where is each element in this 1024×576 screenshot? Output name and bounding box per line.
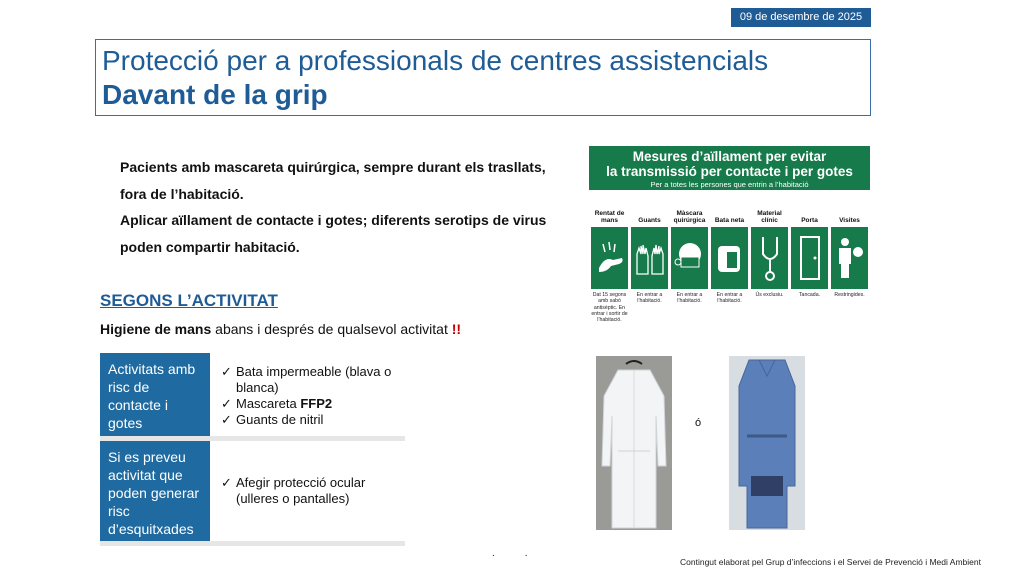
hygiene-exclamation: !! — [451, 321, 462, 337]
check-icon: ✓ — [221, 364, 232, 379]
date-badge: 09 de desembre de 2025 — [731, 8, 871, 27]
list-item: ✓ Mascareta FFP2 — [221, 396, 333, 411]
intro-line: fora de l’habitació. — [120, 185, 244, 202]
measure-note: Restringides. — [834, 292, 865, 298]
page-title: Protecció per a professionals de centres assistencials — [102, 45, 769, 76]
measure-note: En entrar a l’habitació. — [716, 292, 743, 305]
measure-title: Porta — [801, 217, 818, 224]
gown-icon — [711, 227, 748, 289]
hands-washing-icon — [591, 227, 628, 289]
activity-row-contact — [100, 353, 405, 443]
measures-subtitle: Per a totes les persones que entrin a l’habitació — [650, 180, 809, 189]
gloves-icon — [631, 227, 668, 289]
list-item: ✓ Guants de nitril — [221, 412, 324, 427]
door-icon — [791, 227, 828, 289]
measure-note: En entrar a l’habitació. — [676, 292, 703, 305]
measure-door — [791, 208, 828, 298]
measure-gloves — [631, 208, 668, 305]
measure-gown — [711, 208, 748, 305]
activity-items — [221, 364, 401, 428]
list-item: ✓ Bata impermeable (blava o blanca) — [221, 364, 392, 395]
isolation-measures-panel — [589, 146, 870, 358]
measure-note: Ús exclusiu. — [755, 292, 784, 298]
activity-label: Activitats amb risc de contacte i gotes — [100, 353, 210, 436]
measure-mask — [671, 208, 708, 305]
blue-gown-photo — [729, 356, 805, 530]
surgical-mask-icon — [671, 227, 708, 289]
list-item: ✓ Afegir protecció ocular (ulleres o pantalles) — [221, 475, 366, 506]
measure-title: Bata neta — [714, 217, 745, 224]
footer-credit: Contingut elaborat pel Grup d’infeccions i el Servei de Prevenció i Medi Ambient — [680, 557, 981, 567]
intro-line: Pacients amb mascareta quirúrgica, sempre durant els trasllats, — [120, 159, 546, 175]
intro-text — [120, 154, 570, 260]
intro-line: Aplicar aïllament de contacte i gotes; diferents serotips de virus — [120, 212, 547, 228]
page-subtitle: Davant de la grip — [102, 79, 328, 110]
measure-title: Màscara quirúrgica — [673, 210, 706, 224]
measure-note: Tancada. — [798, 292, 821, 298]
visitors-icon — [831, 227, 868, 289]
page-dots: .. — [492, 548, 558, 559]
check-icon: ✓ — [221, 475, 232, 490]
measures-header — [589, 146, 870, 190]
measure-note: En entrar a l’habitació. — [636, 292, 663, 305]
measure-title: Rentat de mans — [594, 210, 625, 224]
measure-clinical-material — [751, 208, 788, 298]
activity-label: Si es preveu activitat que poden generar risc d’esquitxades — [100, 441, 210, 541]
measure-hand-washing — [591, 208, 628, 323]
or-separator: ó — [695, 417, 702, 429]
hygiene-bold: Higiene de mans — [100, 321, 212, 337]
stethoscope-icon — [751, 227, 788, 289]
measure-title: Visites — [839, 217, 860, 224]
measure-title: Guants — [638, 217, 661, 224]
measures-title: la transmissió per contacte i per gotes — [606, 164, 853, 179]
hygiene-text: abans i després de qualsevol activitat — [211, 321, 452, 337]
measure-visitors — [831, 208, 868, 298]
row-divider — [100, 541, 405, 546]
activity-row-splash — [100, 441, 405, 545]
check-icon: ✓ — [221, 396, 232, 411]
hygiene-note — [100, 321, 461, 337]
measure-note: Dat 15 segons amb sabó antisèptic. En entrar i sortir de l’habitació. — [591, 292, 628, 324]
check-icon: ✓ — [221, 412, 232, 427]
measure-title: Material clínic — [757, 210, 782, 224]
white-gown-photo — [596, 356, 672, 530]
measures-columns — [589, 208, 870, 358]
intro-line: poden compartir habitació. — [120, 238, 300, 255]
section-heading: SEGONS L’ACTIVITAT — [100, 291, 278, 310]
measures-title: Mesures d’aïllament per evitar — [632, 149, 827, 164]
title-box — [95, 39, 871, 116]
activity-items — [221, 475, 401, 507]
